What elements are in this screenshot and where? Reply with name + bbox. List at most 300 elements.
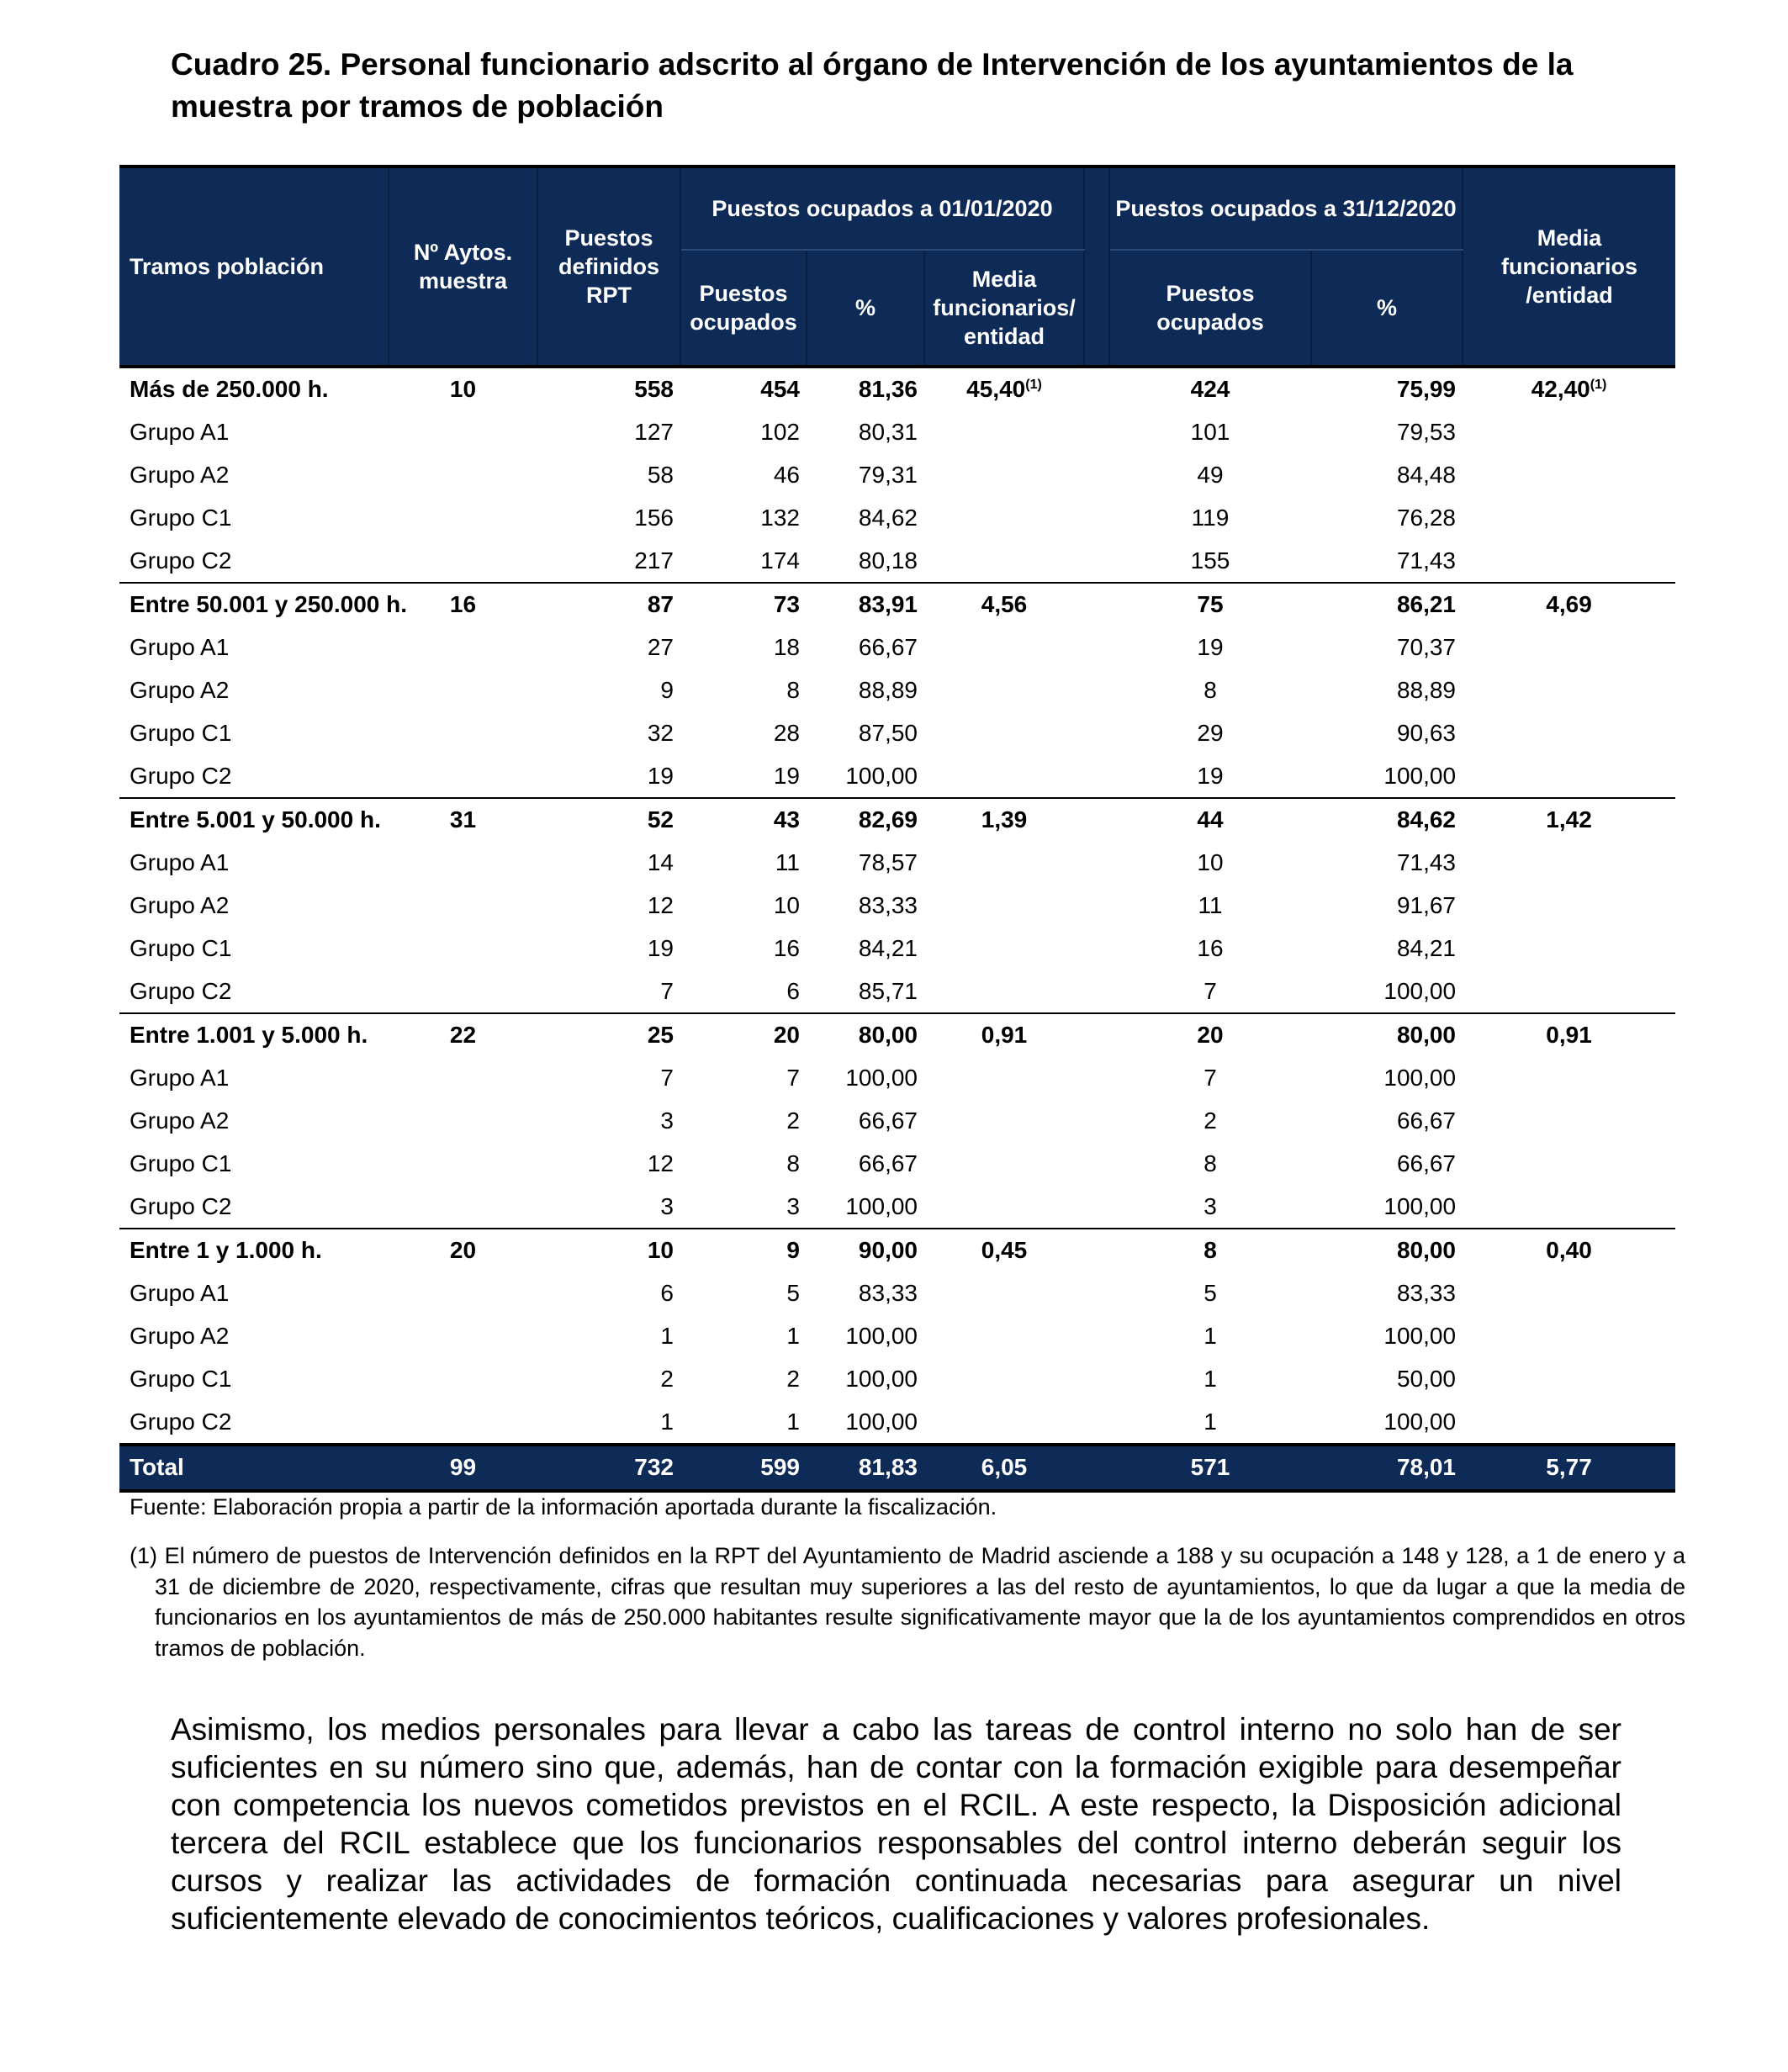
header-pct1: % [807,250,924,367]
cell-ocupados2-value: 5 [1203,1280,1217,1307]
cell-definidos [537,1357,680,1400]
cell-ocupados1-value: 19 [773,762,800,789]
cell-definidos-value: 7 [660,1065,674,1092]
cell-pct1 [807,411,924,454]
cell-aytos-value: 22 [449,1022,477,1049]
cell-media2 [1463,669,1675,712]
cell-tramo [119,1013,389,1057]
table-row [119,711,1675,754]
cell-tramo-value: Entre 1.001 y 5.000 h. [130,1022,368,1049]
cell-ocupados2 [1109,539,1311,583]
cell-ocupados1-value: 2 [786,1107,800,1134]
cell-definidos-value: 7 [660,977,674,1004]
table-row-group [119,367,1675,411]
cell-media2 [1463,1142,1675,1185]
cell-grupo [119,711,389,754]
cell-pct1 [807,1445,924,1491]
cell-ocupados2-value: 119 [1191,504,1230,531]
cell-ocupados1 [680,1185,807,1229]
cell-grupo-value: Grupo A1 [130,1280,230,1307]
cell-ocupados2 [1109,1185,1311,1229]
cell-media1-value: 4,56 [981,591,1028,618]
cell-definidos [537,842,680,885]
table-row [119,454,1675,497]
header-definidos: Puestos definidos RPT [537,166,680,367]
cell-media2 [1463,970,1675,1013]
cell-aytos [389,1357,537,1400]
cell-ocupados2 [1109,454,1311,497]
cell-ocupados1-value: 5 [786,1280,800,1307]
header-media1: Media funcionarios/ entidad [924,250,1084,367]
cell-grupo [119,1142,389,1185]
cell-definidos-value: 27 [647,634,674,661]
cell-aytos-value: 99 [449,1454,477,1481]
cell-ocupados2-value: 8 [1203,1150,1217,1176]
cell-definidos-value: 14 [647,849,674,876]
cell-ocupados2 [1109,1142,1311,1185]
cell-grupo [119,1357,389,1400]
cell-aytos [389,1229,537,1272]
cell-pct2 [1311,1013,1463,1057]
cell-media2-value: 42,40 [1531,376,1590,403]
cell-pct1 [807,583,924,626]
cell-grupo [119,1185,389,1229]
cell-ocupados2-value: 1 [1203,1408,1217,1435]
cell-grupo [119,454,389,497]
cell-grupo [119,1100,389,1143]
cell-ocupados1 [680,1057,807,1100]
cell-ocupados1-value: 11 [775,849,800,876]
cell-ocupados1 [680,1013,807,1057]
cell-pct1-value: 80,18 [858,547,918,574]
cell-pct1-value: 80,00 [858,1022,918,1049]
header-group-01-01-2020: Puestos ocupados a 01/01/2020 [680,166,1084,250]
cell-definidos [537,411,680,454]
cell-aytos [389,1400,537,1445]
cell-pct1-value: 79,31 [858,461,918,488]
cell-ocupados2 [1109,411,1311,454]
cell-definidos [537,970,680,1013]
cell-media2 [1463,583,1675,626]
cell-pct2 [1311,1315,1463,1358]
cell-media2 [1463,927,1675,970]
cell-aytos [389,539,537,583]
cell-ocupados2 [1109,927,1311,970]
cell-pct1 [807,1057,924,1100]
cell-ocupados1-value: 174 [760,547,800,574]
cell-ocupados2-value: 1 [1203,1365,1217,1392]
cell-ocupados1-value: 7 [786,1065,800,1092]
table-row [119,970,1675,1013]
cell-spacer [1084,1357,1109,1400]
cell-grupo [119,1272,389,1315]
table-row [119,1357,1675,1400]
personnel-table [119,165,1675,1493]
cell-aytos [389,411,537,454]
cell-pct2-value: 90,63 [1396,719,1457,746]
cell-ocupados1 [680,1142,807,1185]
cell-definidos-value: 3 [660,1107,674,1134]
cell-grupo-value: Grupo A2 [130,891,230,918]
cell-pct1-value: 82,69 [858,806,918,833]
cell-ocupados2-value: 44 [1197,806,1224,833]
cell-aytos [389,1185,537,1229]
cell-aytos [389,496,537,539]
cell-ocupados2 [1109,1272,1311,1315]
table-row-group [119,583,1675,626]
cell-definidos-value: 32 [647,719,674,746]
cell-media2 [1463,798,1675,842]
cell-pct1-value: 66,67 [858,1150,918,1176]
cell-media2 [1463,711,1675,754]
cell-definidos-value: 127 [634,419,674,446]
cell-ocupados2 [1109,1013,1311,1057]
cell-media2 [1463,1272,1675,1315]
cell-aytos [389,626,537,669]
table-row-group [119,798,1675,842]
cell-ocupados1 [680,754,807,798]
cell-ocupados1-value: 8 [786,676,800,703]
cell-ocupados1-value: 132 [760,504,800,531]
cell-definidos [537,1272,680,1315]
cell-pct2 [1311,496,1463,539]
cell-pct2-value: 100,00 [1383,1408,1457,1435]
cell-grupo-value: Grupo C1 [130,719,232,746]
cell-aytos [389,798,537,842]
cell-tramo-value: Entre 5.001 y 50.000 h. [130,806,381,833]
cell-ocupados1-value: 8 [786,1150,800,1176]
cell-spacer [1084,583,1109,626]
cell-ocupados2 [1109,1400,1311,1445]
cell-grupo [119,669,389,712]
cell-spacer [1084,1142,1109,1185]
cell-ocupados1-value: 46 [773,461,800,488]
cell-aytos [389,1142,537,1185]
cell-ocupados2-value: 424 [1190,376,1230,403]
cell-media1 [924,669,1084,712]
cell-media1 [924,1100,1084,1143]
cell-pct2 [1311,885,1463,928]
cell-pct2 [1311,1057,1463,1100]
cell-ocupados1-value: 454 [760,376,800,403]
cell-media1 [924,1185,1084,1229]
cell-pct2-value: 80,00 [1396,1022,1457,1049]
cell-grupo-value: Grupo A1 [130,634,230,661]
header-group-31-12-2020: Puestos ocupados a 31/12/2020 [1109,166,1463,250]
cell-ocupados1 [680,711,807,754]
cell-ocupados1-value: 2 [786,1365,800,1392]
body-paragraph: Asimismo, los medios personales para llevar a cabo las tareas de control interno no solo han de ser suficientes en su número sino que, además, han de contar con la formación exigible para desempeñar con competencia los nuevos cometidos previstos en el RCIL. A este respecto, la Disposición adicional tercera del RCIL establece que los funcionarios responsables del control interno deberán seguir los cursos y realizar las actividades de formación continuada necesarias para asegurar un nivel suficientemente elevado de conocimientos teóricos, cualificaciones y valores profesionales. [171,1712,1621,1936]
cell-tramo [119,583,407,626]
cell-ocupados2 [1109,1357,1311,1400]
cell-aytos [389,927,537,970]
cell-grupo [119,885,389,928]
cell-grupo-value: Grupo A1 [130,1065,230,1092]
cell-ocupados2-value: 1 [1203,1322,1217,1349]
table-row [119,1185,1675,1229]
source-note: Fuente: Elaboración propia a partir de la información aportada durante la fiscalización. [130,1494,997,1520]
cell-ocupados1 [680,842,807,885]
cell-ocupados1-value: 599 [760,1454,800,1481]
cell-pct2 [1311,798,1463,842]
cell-ocupados2 [1109,798,1311,842]
cell-definidos-value: 558 [634,376,674,403]
cell-aytos [389,1272,537,1315]
cell-aytos [389,842,537,885]
cell-media2 [1463,411,1675,454]
cell-pct2-value: 76,28 [1396,504,1457,531]
table-row [119,669,1675,712]
cell-spacer [1084,970,1109,1013]
cell-pct2 [1311,669,1463,712]
table-row [119,1400,1675,1445]
cell-media1 [924,411,1084,454]
cell-spacer [1084,885,1109,928]
cell-media1 [924,1315,1084,1358]
cell-media2 [1463,1185,1675,1229]
cell-ocupados1 [680,539,807,583]
cell-pct2 [1311,539,1463,583]
cell-media2 [1463,842,1675,885]
cell-ocupados1-value: 16 [773,934,800,961]
cell-tramo [119,1229,389,1272]
cell-pct2 [1311,1185,1463,1229]
cell-grupo-value: Grupo A1 [130,849,230,876]
cell-grupo [119,970,389,1013]
table-row [119,754,1675,798]
header-ocupados2: Puestos ocupados [1109,250,1311,367]
cell-total-label-value: Total [130,1454,184,1481]
cell-pct1-value: 83,33 [858,891,918,918]
cell-aytos [389,1100,537,1143]
cell-ocupados2-value: 571 [1190,1454,1230,1481]
cell-ocupados2 [1109,583,1311,626]
cell-aytos [389,367,537,411]
cell-aytos [389,1445,537,1491]
cell-pct1-value: 66,67 [858,634,918,661]
cell-ocupados2-value: 7 [1203,1065,1217,1092]
cell-pct2 [1311,1142,1463,1185]
cell-ocupados2 [1109,669,1311,712]
cell-media1 [924,1229,1084,1272]
cell-definidos-value: 9 [660,676,674,703]
cell-pct2-value: 84,48 [1396,461,1457,488]
cell-media1 [924,1272,1084,1315]
cell-definidos [537,711,680,754]
cell-definidos [537,1185,680,1229]
cell-definidos-value: 156 [634,504,674,531]
cell-spacer [1084,454,1109,497]
cell-pct1 [807,927,924,970]
cell-ocupados1-value: 3 [786,1192,800,1219]
cell-media1 [924,798,1084,842]
cell-spacer [1084,754,1109,798]
cell-ocupados1 [680,1357,807,1400]
cell-ocupados2 [1109,1229,1311,1272]
cell-definidos [537,539,680,583]
cell-grupo [119,1315,389,1358]
cell-media1 [924,454,1084,497]
cell-grupo-value: Grupo C2 [130,1408,232,1435]
footnote-marker: (1) [1590,378,1607,393]
cell-media2 [1463,626,1675,669]
cell-pct1 [807,1229,924,1272]
table-row [119,626,1675,669]
cell-pct2 [1311,754,1463,798]
cell-pct1 [807,454,924,497]
cell-media2-value: 0,91 [1546,1022,1592,1049]
cell-total-label [119,1445,389,1491]
cell-pct2 [1311,1272,1463,1315]
cell-definidos-value: 25 [647,1022,674,1049]
cell-pct1-value: 100,00 [845,1365,918,1392]
cell-media2 [1463,496,1675,539]
cell-definidos [537,885,680,928]
header-pct2: % [1311,250,1463,367]
cell-definidos [537,454,680,497]
cell-pct2-value: 78,01 [1396,1454,1457,1481]
cell-pct1 [807,1142,924,1185]
cell-pct2-value: 83,33 [1396,1280,1457,1307]
cell-pct2-value: 50,00 [1396,1365,1457,1392]
cell-spacer [1084,411,1109,454]
cell-aytos [389,669,537,712]
cell-grupo [119,539,389,583]
cell-pct1-value: 100,00 [845,1408,918,1435]
cell-media2-value: 1,42 [1546,806,1592,833]
cell-pct2-value: 75,99 [1396,376,1457,403]
cell-pct2-value: 100,00 [1383,1192,1457,1219]
cell-ocupados1 [680,798,807,842]
cell-ocupados1 [680,1445,807,1491]
cell-ocupados1-value: 1 [786,1322,800,1349]
cell-spacer [1084,626,1109,669]
cell-aytos [389,583,537,626]
table-row [119,927,1675,970]
cell-media2 [1463,1315,1675,1358]
cell-definidos [537,1142,680,1185]
cell-definidos [537,798,680,842]
cell-ocupados2-value: 2 [1203,1107,1217,1134]
cell-ocupados2-value: 29 [1197,719,1224,746]
cell-ocupados1-value: 1 [786,1408,800,1435]
cell-ocupados1-value: 73 [773,591,800,618]
cell-ocupados2-value: 49 [1197,461,1224,488]
cell-pct1-value: 81,36 [858,376,918,403]
cell-definidos [537,1400,680,1445]
cell-definidos-value: 6 [660,1280,674,1307]
cell-ocupados2-value: 3 [1203,1192,1217,1219]
cell-definidos [537,754,680,798]
cell-ocupados2-value: 75 [1197,591,1224,618]
cell-media1 [924,1057,1084,1100]
cell-ocupados1 [680,1229,807,1272]
cell-pct2 [1311,842,1463,885]
cell-definidos [537,583,680,626]
cell-grupo [119,626,389,669]
cell-media2 [1463,1100,1675,1143]
cell-media2 [1463,1013,1675,1057]
cell-ocupados1-value: 102 [760,419,800,446]
cell-ocupados1-value: 18 [773,634,800,661]
cell-spacer [1084,1315,1109,1358]
cell-spacer [1084,1400,1109,1445]
cell-pct1 [807,885,924,928]
cell-definidos [537,367,680,411]
cell-ocupados2 [1109,496,1311,539]
cell-definidos [537,1100,680,1143]
cell-aytos [389,711,537,754]
cell-pct1 [807,1100,924,1143]
cell-ocupados2-value: 16 [1197,934,1224,961]
cell-pct2-value: 66,67 [1396,1107,1457,1134]
cell-tramo-value: Más de 250.000 h. [130,376,329,403]
cell-aytos-value: 16 [449,591,477,618]
cell-definidos-value: 19 [647,934,674,961]
cell-ocupados1 [680,970,807,1013]
cell-ocupados2 [1109,970,1311,1013]
cell-ocupados2-value: 8 [1203,676,1217,703]
cell-pct2 [1311,970,1463,1013]
cell-definidos [537,1445,680,1491]
cell-media1 [924,754,1084,798]
cell-media1-value: 1,39 [981,806,1028,833]
cell-ocupados1 [680,1400,807,1445]
cell-definidos [537,1057,680,1100]
cell-media1-value: 45,40 [966,376,1026,403]
cell-media2-value: 0,40 [1546,1237,1592,1264]
cell-pct1 [807,1272,924,1315]
cell-ocupados2-value: 7 [1203,977,1217,1004]
cell-media1 [924,885,1084,928]
cell-pct2 [1311,626,1463,669]
cell-definidos-value: 12 [647,891,674,918]
cell-definidos-value: 58 [647,461,674,488]
cell-media1 [924,1400,1084,1445]
cell-media1 [924,626,1084,669]
cell-media2 [1463,1357,1675,1400]
cell-spacer [1084,1100,1109,1143]
cell-media1 [924,367,1084,411]
table-title: Cuadro 25. Personal funcionario adscrito al órgano de Intervención de los ayuntamientos de la muestra por tramos de población [171,47,1574,124]
cell-spacer [1084,1057,1109,1100]
footnote-marker: (1) [1025,378,1042,393]
cell-grupo-value: Grupo C2 [130,977,232,1004]
cell-pct2 [1311,583,1463,626]
cell-pct1 [807,1185,924,1229]
cell-media2 [1463,1229,1675,1272]
cell-definidos [537,1229,680,1272]
cell-media2 [1463,885,1675,928]
cell-pct1 [807,626,924,669]
cell-tramo [119,798,389,842]
cell-media1 [924,1013,1084,1057]
cell-media1 [924,583,1084,626]
cell-definidos-value: 87 [647,591,674,618]
cell-ocupados2-value: 8 [1203,1237,1217,1264]
cell-grupo-value: Grupo C1 [130,1150,232,1176]
cell-ocupados1 [680,411,807,454]
cell-pct1 [807,754,924,798]
table-row-total [119,1445,1675,1491]
cell-pct2-value: 88,89 [1396,676,1457,703]
cell-media1 [924,1142,1084,1185]
cell-pct2-value: 100,00 [1383,977,1457,1004]
cell-pct1-value: 83,91 [858,591,918,618]
cell-media2 [1463,1445,1675,1491]
table-row-group [119,1229,1675,1272]
cell-pct1-value: 78,57 [858,849,918,876]
